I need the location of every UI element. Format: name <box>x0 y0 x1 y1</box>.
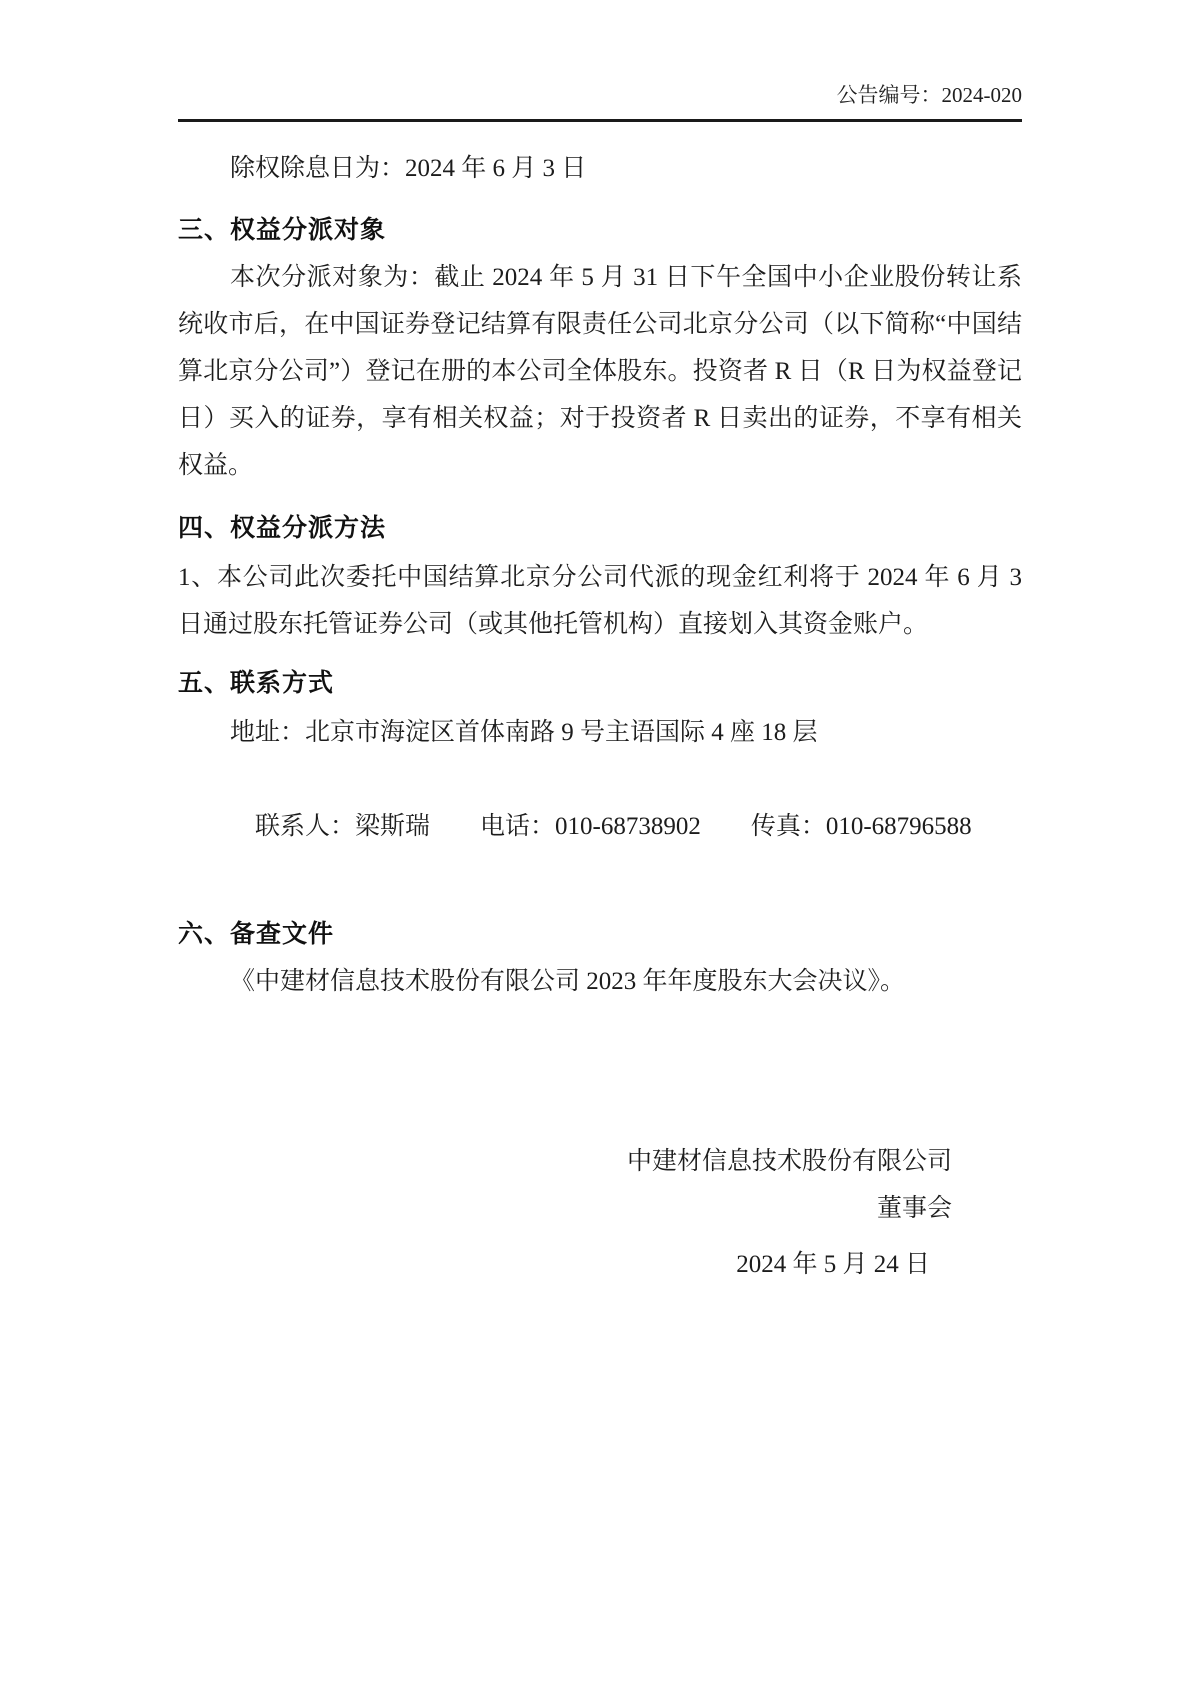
phone-number: 电话：010-68738902 <box>480 813 701 840</box>
signature-board: 董事会 <box>876 1195 952 1222</box>
section5-heading: 五、联系方式 <box>178 669 335 697</box>
header-divider <box>178 119 1022 122</box>
address-line: 地址：北京市海淀区首体南路 9 号主语国际 4 座 18 层 <box>230 719 818 746</box>
section6-heading: 六、备查文件 <box>178 920 335 948</box>
section3-paragraph: 本次分派对象为：截止 2024 年 5 月 31 日下午全国中小企业股份转让系统收市后，在中国证券登记结算有限责任公司北京分公司（以下简称“中国结算北京分公司”）登记在册的本公司全体股东。投资者 R 日（R 日为权益登记日）买入的证券，享有相关权益；对于投资者 R 日卖出的证券，不享有相关权益。 <box>178 264 1022 479</box>
section4-paragraph: 1、本公司此次委托中国结算北京分公司代派的现金红利将于 2024 年 6 月 3 日通过股东托管证券公司（或其他托管机构）直接划入其资金账户。 <box>178 564 1022 638</box>
section3-heading: 三、权益分派对象 <box>178 216 387 244</box>
reference-document-line: 《中建材信息技术股份有限公司 2023 年年度股东大会决议》。 <box>230 968 906 995</box>
signature-block <box>178 1138 1022 1288</box>
contact-line <box>178 756 1022 897</box>
section4-heading: 四、权益分派方法 <box>178 514 387 542</box>
contact-person: 联系人：梁斯瑞 <box>255 813 431 840</box>
page-header <box>178 0 1022 108</box>
signature-date: 2024 年 5 月 24 日 <box>736 1251 930 1278</box>
notice-number: 公告编号：2024-020 <box>836 83 1022 107</box>
ex-dividend-date-line: 除权除息日为：2024 年 6 月 3 日 <box>230 155 587 182</box>
fax-number: 传真：010-68796588 <box>750 813 972 840</box>
signature-company: 中建材信息技术股份有限公司 <box>626 1148 952 1175</box>
